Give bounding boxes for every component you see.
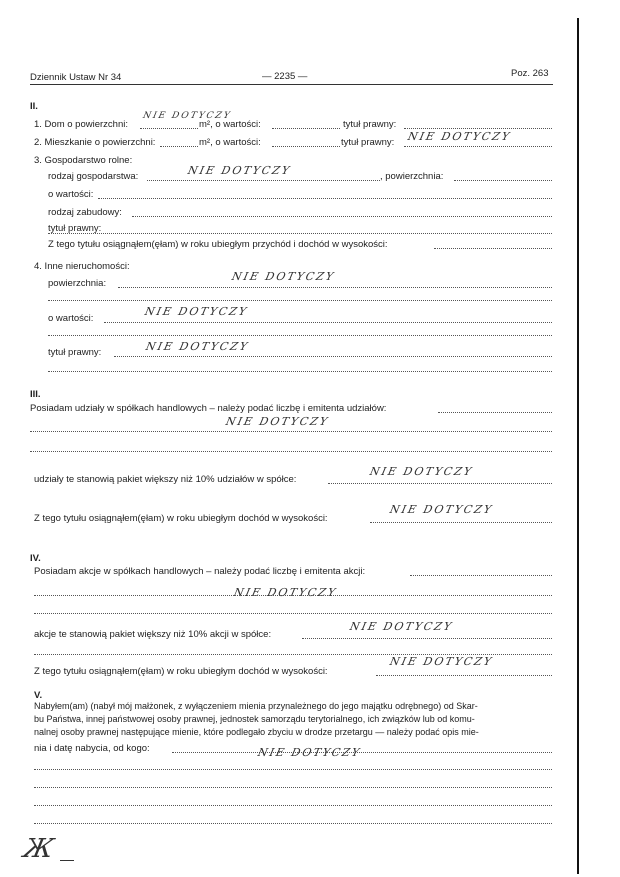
- farm-income-label: Z tego tytułu osiągnąłem(ęłam) w roku ubiegłym przychód i dochód w wysokości:: [48, 239, 388, 250]
- other-title-field[interactable]: [114, 356, 552, 357]
- other-area-field-2[interactable]: [48, 300, 552, 301]
- flat-value-label: m², o wartości:: [199, 137, 261, 148]
- shares-field-2[interactable]: [30, 431, 552, 432]
- farm-value-field[interactable]: [98, 198, 552, 199]
- flat-title-label: tytuł prawny:: [341, 137, 395, 148]
- scan-edge-bar: [577, 18, 579, 874]
- shares-label: Posiadam udziały w spółkach handlowych – należy podać liczbę i emitenta udziałów:: [30, 403, 387, 414]
- other-title-value: NIE DOTYCZY: [144, 340, 251, 353]
- acquisition-text-4: nia i datę nabycia, od kogo:: [34, 743, 150, 754]
- other-value-field-2[interactable]: [48, 335, 552, 336]
- farm-label: 3. Gospodarstwo rolne:: [34, 155, 133, 166]
- acquisition-field-5[interactable]: [34, 823, 552, 824]
- flat-title-value: NIE DOTYCZY: [406, 130, 513, 143]
- farm-area-field[interactable]: [454, 180, 552, 181]
- shares-income-field[interactable]: [370, 522, 552, 523]
- house-value-field[interactable]: [272, 128, 340, 129]
- shares-package-value: NIE DOTYCZY: [368, 465, 475, 478]
- page-number: — 2235 —: [262, 71, 308, 82]
- shares-value: NIE DOTYCZY: [224, 415, 331, 428]
- handwritten-initials: Ж: [20, 834, 57, 864]
- position-number: Poz. 263: [511, 68, 549, 79]
- stocks-income-field[interactable]: [376, 675, 552, 676]
- shares-income-label: Z tego tytułu osiągnąłem(ęłam) w roku ubiegłym dochód w wysokości:: [34, 513, 328, 524]
- house-area-value: NIE DOTYCZY: [141, 111, 233, 121]
- stocks-income-label: Z tego tytułu osiągnąłem(ęłam) w roku ubiegłym dochód w wysokości:: [34, 666, 328, 677]
- acquisition-value: NIE DOTYCZY: [256, 746, 363, 759]
- farm-income-field[interactable]: [434, 248, 552, 249]
- acquisition-field-4[interactable]: [34, 805, 552, 806]
- farm-type-value: NIE DOTYCZY: [186, 164, 293, 177]
- stocks-field[interactable]: [410, 575, 552, 576]
- section-number: V.: [34, 690, 43, 701]
- acquisition-text-3: nalnej osoby prawnej następujące mienie, które podlegało zbyciu w drodze przetargu — należy podać opis mie-: [34, 727, 479, 737]
- acquisition-field[interactable]: [172, 752, 552, 753]
- journal-title: Dziennik Ustaw Nr 34: [30, 72, 122, 83]
- flat-area-field[interactable]: [160, 146, 198, 147]
- acquisition-field-2[interactable]: [34, 769, 552, 770]
- initials-dash: [60, 860, 74, 861]
- flat-value-field[interactable]: [272, 146, 340, 147]
- stocks-label: Posiadam akcje w spółkach handlowych – należy podać liczbę i emitenta akcji:: [34, 566, 366, 577]
- farm-type-label: rodzaj gospodarstwa:: [48, 171, 139, 182]
- shares-package-label: udziały te stanowią pakiet większy niż 10% udziałów w spółce:: [34, 474, 297, 485]
- acquisition-text-1: Nabyłem(am) (nabył mój małżonek, z wyłączeniem mienia przynależnego do jego majątku odrębnego) od Skar-: [34, 701, 478, 711]
- other-value-label: o wartości:: [48, 313, 94, 324]
- shares-field[interactable]: [438, 412, 552, 413]
- other-value-value: NIE DOTYCZY: [143, 305, 250, 318]
- other-property-label: 4. Inne nieruchomości:: [34, 261, 130, 272]
- house-area-field[interactable]: [140, 128, 198, 129]
- flat-area-label: 2. Mieszkanie o powierzchni:: [34, 137, 156, 148]
- farm-title-field[interactable]: [48, 233, 552, 234]
- stocks-package-field[interactable]: [302, 638, 552, 639]
- farm-building-field[interactable]: [132, 216, 552, 217]
- shares-income-value: NIE DOTYCZY: [388, 503, 495, 516]
- other-title-field-2[interactable]: [48, 371, 552, 372]
- section-number: IV.: [30, 553, 41, 564]
- other-area-value: NIE DOTYCZY: [230, 270, 337, 283]
- stocks-income-value: NIE DOTYCZY: [388, 655, 495, 668]
- house-area-label: 1. Dom o powierzchni:: [34, 119, 128, 130]
- other-value-field[interactable]: [104, 322, 552, 323]
- house-title-field[interactable]: [404, 128, 552, 129]
- other-area-field[interactable]: [118, 287, 552, 288]
- shares-package-field[interactable]: [328, 483, 552, 484]
- other-area-label: powierzchnia:: [48, 278, 107, 289]
- stocks-field-2[interactable]: [34, 595, 552, 596]
- stocks-package-value: NIE DOTYCZY: [348, 620, 455, 633]
- farm-area-label: , powierzchnia:: [380, 171, 444, 182]
- house-title-label: tytuł prawny:: [343, 119, 397, 130]
- acquisition-field-3[interactable]: [34, 787, 552, 788]
- acquisition-text-2: bu Państwa, innej państwowej osoby prawnej, jednostek samorządu terytorialnego, ich związków lub od komu-: [34, 714, 475, 724]
- farm-building-label: rodzaj zabudowy:: [48, 207, 122, 218]
- stocks-value: NIE DOTYCZY: [232, 586, 339, 599]
- shares-field-3[interactable]: [30, 451, 552, 452]
- stocks-field-3[interactable]: [34, 613, 552, 614]
- stocks-package-label: akcje te stanowią pakiet większy niż 10% akcji w spółce:: [34, 629, 272, 640]
- section-number: III.: [30, 389, 41, 400]
- other-title-label: tytuł prawny:: [48, 347, 102, 358]
- house-value-label: m², o wartości:: [199, 119, 261, 130]
- farm-title-label: tytuł prawny:: [48, 223, 102, 234]
- header-rule: [30, 84, 553, 85]
- flat-title-field[interactable]: [404, 146, 552, 147]
- section-number: II.: [30, 101, 38, 112]
- farm-value-label: o wartości:: [48, 189, 94, 200]
- farm-type-field[interactable]: [147, 180, 380, 181]
